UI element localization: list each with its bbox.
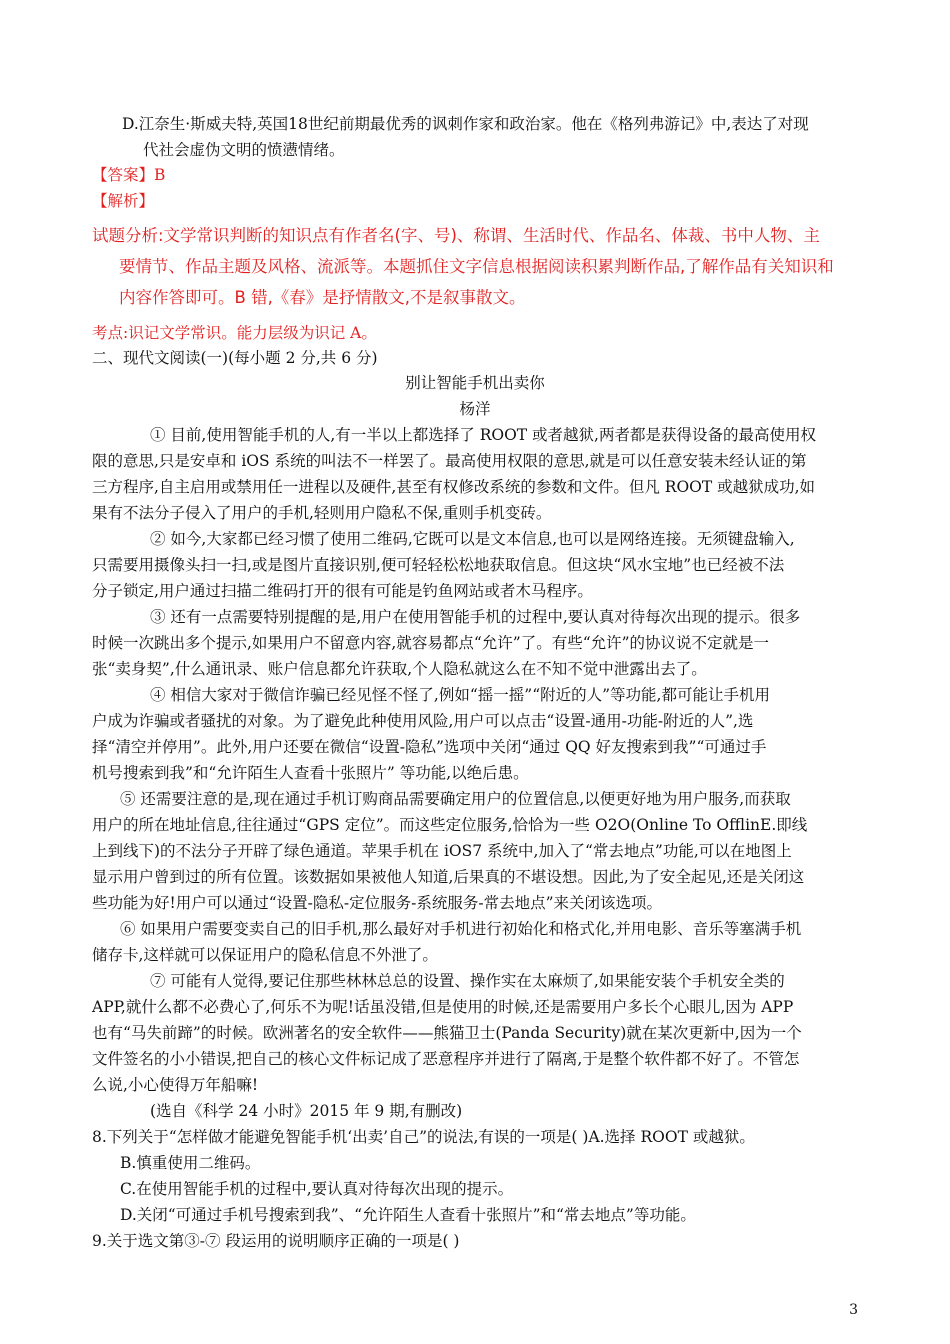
answer-label: 【答案】B [92, 166, 166, 184]
p7-line-1: ⑦ 可能有人觉得,要记住那些林林总总的设置、操作实在太麻烦了,如果能安装个手机安全类的 [150, 972, 785, 990]
p6-line-1: ⑥ 如果用户需要变卖自己的旧手机,那么最好对手机进行初始化和格式化,并用电影、音乐等塞满手机 [120, 920, 802, 938]
p5-line-4: 显示用户曾到过的所有位置。该数据如果被他人知道,后果真的不堪设想。因此,为了安全起见,还是关闭这 [92, 868, 805, 886]
question-8-option-c: C.在使用智能手机的过程中,要认真对待每次出现的提示。 [120, 1180, 514, 1198]
article-title: 别让智能手机出卖你 [405, 374, 545, 392]
p7-line-5: 么说,小心使得万年船嘛! [92, 1076, 259, 1094]
p7-line-2: APP,就什么都不必费心了,何乐不为呢!话虽没错,但是使用的时候,还是需要用户多长个心眼儿,因为 APP [92, 998, 794, 1016]
p3-line-1: ③ 还有一点需要特别提醒的是,用户在使用智能手机的过程中,要认真对待每次出现的提示。很多 [150, 608, 801, 626]
page-number: 3 [849, 1302, 858, 1318]
p1-line-1: ① 目前,使用智能手机的人,有一半以上都选择了 ROOT 或者越狱,两者都是获得设备的最高使用权 [150, 426, 816, 444]
analysis-label: 【解析】 [92, 192, 155, 210]
question-8-option-b: B.慎重使用二维码。 [120, 1154, 261, 1172]
analysis-line-2: 要情节、作品主题及风格、流派等。本题抓住文字信息根据阅读积累判断作品,了解作品有关知识和 [119, 257, 834, 276]
p2-line-1: ② 如今,大家都已经习惯了使用二维码,它既可以是文本信息,也可以是网络连接。无须键盘输入, [150, 530, 795, 548]
p3-line-2: 时候一次跳出多个提示,如果用户不留意内容,就容易都点“允许”了。有些“允许”的协议说不定就是一 [92, 634, 770, 652]
section-heading: 二、现代文阅读(一)(每小题 2 分,共 6 分) [92, 349, 378, 367]
p1-line-4: 果有不法分子侵入了用户的手机,轻则用户隐私不保,重则手机变砖。 [92, 504, 552, 522]
p6-line-2: 储存卡,这样就可以保证用户的隐私信息不外泄了。 [92, 946, 438, 964]
article-author: 杨洋 [459, 400, 491, 418]
analysis-line-3: 内容作答即可。B 错,《春》是抒情散文,不是叙事散文。 [119, 288, 526, 307]
p4-line-4: 机号搜索到我”和“允许陌生人查看十张照片” 等功能,以绝后患。 [92, 764, 529, 782]
analysis-line-1: 试题分析:文学常识判断的知识点有作者名(字、号)、称谓、生活时代、作品名、体裁、书中人物、主 [92, 226, 820, 245]
option-d-line-2: 代社会虚伪文明的愤懑情绪。 [143, 141, 345, 159]
p5-line-1: ⑤ 还需要注意的是,现在通过手机订购商品需要确定用户的位置信息,以便更好地为用户服务,而获取 [120, 790, 791, 808]
source-citation: (选自《科学 24 小时》2015 年 9 期,有删改) [150, 1102, 463, 1120]
p5-line-5: 些功能为好!用户可以通过“设置-隐私-定位服务-系统服务-常去地点”来关闭该选项。 [92, 894, 663, 912]
p7-line-3: 也有“马失前蹄”的时候。欧洲著名的安全软件——熊猫卫士(Panda Security)就在某次更新中,因为一个 [92, 1024, 802, 1042]
question-9: 9.关于选文第③-⑦ 段运用的说明顺序正确的一项是( ) [92, 1232, 460, 1250]
p3-line-3: 张“卖身契”,什么通讯录、账户信息都允许获取,个人隐私就这么在不知不觉中泄露出去了。 [92, 660, 707, 678]
option-d-line-1: D.江奈生·斯威夫特,英国18世纪前期最优秀的讽刺作家和政治家。他在《格列弗游记》中,表达了对现 [122, 115, 809, 133]
p4-line-3: 择“清空并停用”。此外,用户还要在微信“设置-隐私”选项中关闭“通过 QQ 好友搜索到我”“可通过手 [92, 738, 767, 756]
p4-line-2: 户成为诈骗或者骚扰的对象。为了避免此种使用风险,用户可以点击“设置-通用-功能-附近的人”,选 [92, 712, 754, 730]
kaodian-line: 考点:识记文学常识。能力层级为识记 A。 [92, 324, 377, 342]
p4-line-1: ④ 相信大家对于微信诈骗已经见怪不怪了,例如“摇一摇”“附近的人”等功能,都可能让手机用 [150, 686, 770, 704]
p7-line-4: 文件签名的小小错误,把自己的核心文件标记成了恶意程序并进行了隔离,于是整个软件都不好了。不管怎 [92, 1050, 800, 1068]
p2-line-3: 分子锁定,用户通过扫描二维码打开的很有可能是钓鱼网站或者木马程序。 [92, 582, 593, 600]
question-8: 8.下列关于“怎样做才能避免智能手机‘出卖’自己”的说法,有误的一项是( )A.选择 ROOT 或越狱。 [92, 1128, 755, 1146]
p1-line-2: 限的意思,只是安卓和 iOS 系统的叫法不一样罢了。最高使用权限的意思,就是可以任意安装未经认证的第 [92, 452, 807, 470]
p5-line-2: 用户的所在地址信息,往往通过“GPS 定位”。而这些定位服务,恰恰为一些 O2O(Online To OfflinE.即线 [92, 816, 808, 834]
p1-line-3: 三方程序,自主启用或禁用任一进程以及硬件,甚至有权修改系统的参数和文件。但凡 ROOT 或越狱成功,如 [92, 478, 816, 496]
p5-line-3: 上到线下)的不法分子开辟了绿色通道。苹果手机在 iOS7 系统中,加入了“常去地点”功能,可以在地图上 [92, 842, 792, 860]
question-8-option-d: D.关闭“可通过手机号搜索到我”、“允许陌生人查看十张照片”和“常去地点”等功能。 [120, 1206, 696, 1224]
p2-line-2: 只需要用摄像头扫一扫,或是图片直接识别,便可轻轻松松地获取信息。但这块“风水宝地”也已经被不法 [92, 556, 785, 574]
